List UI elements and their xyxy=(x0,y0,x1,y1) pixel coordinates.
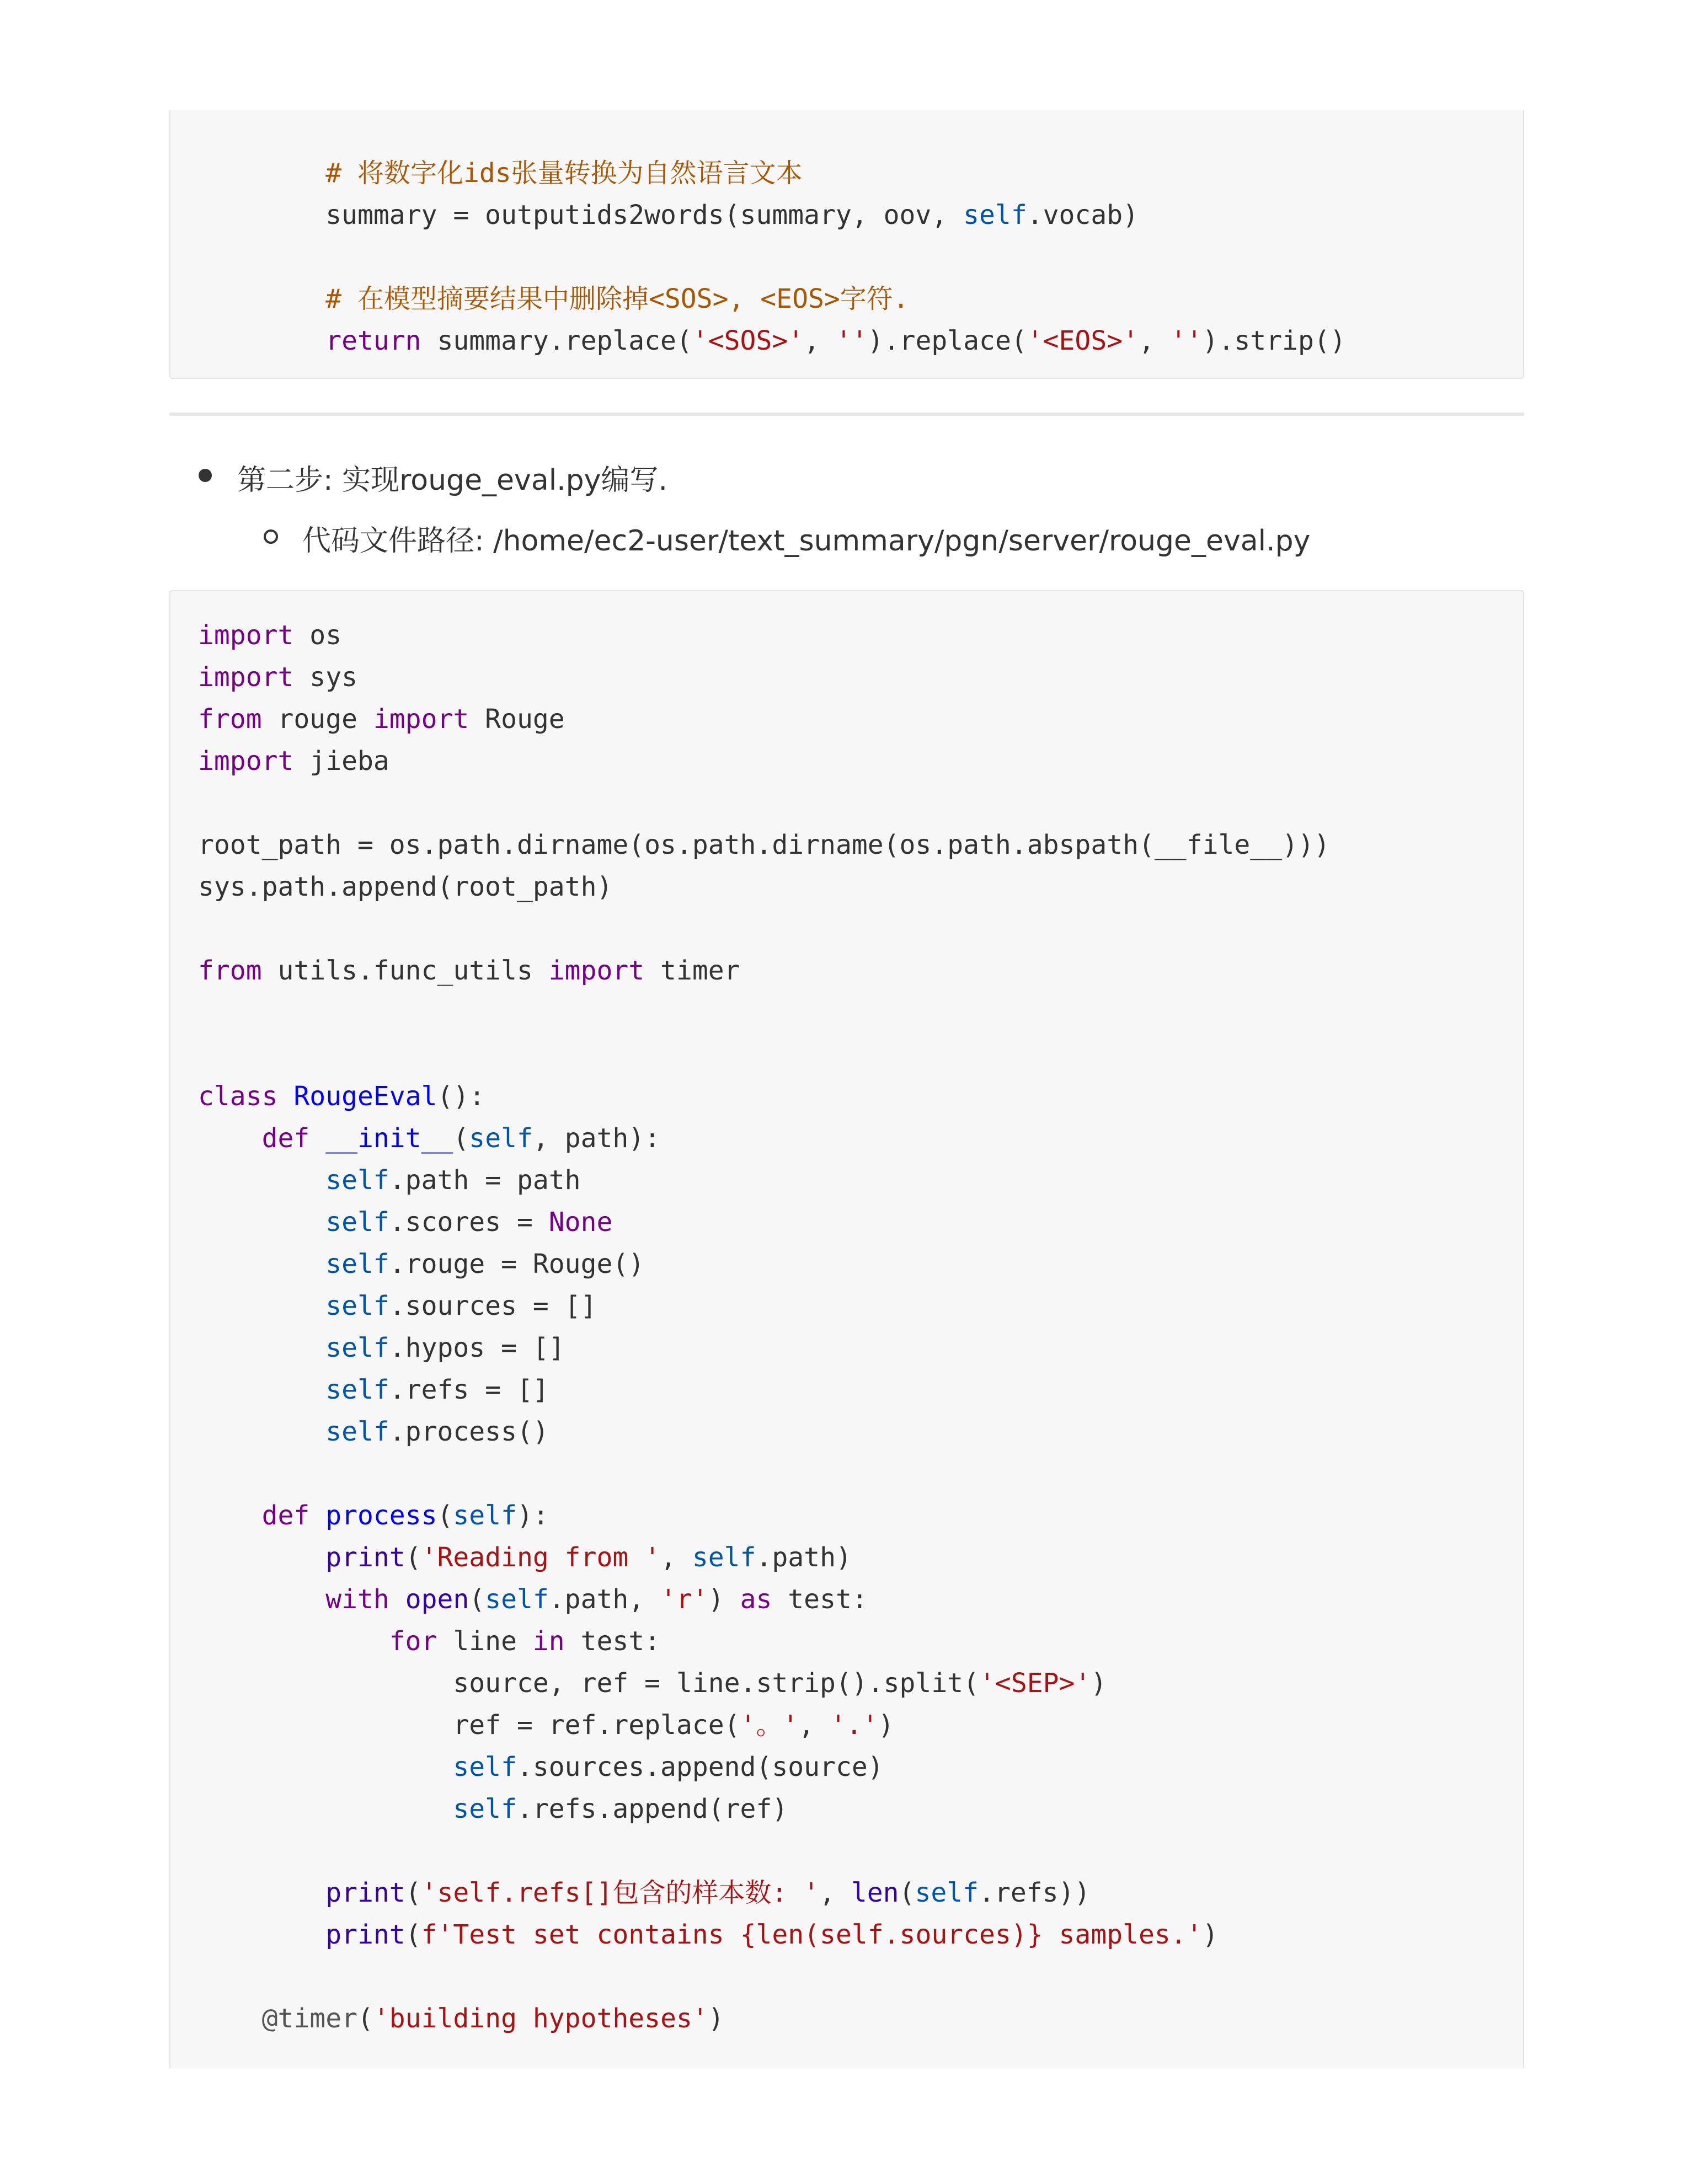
code-lines xyxy=(198,152,1501,362)
code-line xyxy=(198,1369,1501,1411)
code-token: .sources = [] xyxy=(389,1291,597,1321)
code-line xyxy=(198,866,1501,908)
code-token: '<SEP>' xyxy=(979,1668,1091,1699)
code-token xyxy=(198,1374,325,1405)
code-line xyxy=(198,1704,1501,1746)
code-token: __init__ xyxy=(325,1123,453,1154)
code-token: self xyxy=(915,1877,979,1908)
code-token: ).replace( xyxy=(867,325,1027,356)
code-token xyxy=(198,1919,325,1950)
code-token: ( xyxy=(469,1584,485,1615)
code-token: test: xyxy=(564,1626,661,1657)
code-token: import xyxy=(198,620,294,651)
code-token: '' xyxy=(835,325,868,356)
code-token: self xyxy=(453,1794,517,1824)
code-line xyxy=(198,1285,1501,1327)
code-token: .path, xyxy=(548,1584,661,1615)
code-token: from xyxy=(198,704,262,735)
code-token: , xyxy=(819,1877,851,1908)
code-token: ( xyxy=(357,2003,373,2034)
code-token: 'building hypotheses' xyxy=(373,2003,708,2034)
code-token xyxy=(198,1291,325,1321)
code-line xyxy=(198,1830,1501,1872)
code-token: self xyxy=(325,1291,389,1321)
code-token: .hypos = [] xyxy=(389,1332,565,1363)
code-line xyxy=(198,1117,1501,1159)
code-line xyxy=(198,1495,1501,1537)
code-token: self xyxy=(325,1374,389,1405)
code-token: '。' xyxy=(740,1710,799,1741)
code-token xyxy=(198,1332,325,1363)
code-token: self xyxy=(325,1416,389,1447)
code-token: @timer xyxy=(261,2003,357,2034)
code-line xyxy=(198,1914,1501,1956)
code-token: class xyxy=(198,1081,278,1112)
code-line xyxy=(198,236,1501,278)
code-token: RougeEval xyxy=(293,1081,437,1112)
code-token: .sources.append(source) xyxy=(516,1752,884,1782)
code-token: '.' xyxy=(830,1710,878,1741)
code-token xyxy=(198,1207,325,1238)
code-token xyxy=(389,1584,405,1615)
code-line xyxy=(198,1998,1501,2040)
code-token: 'r' xyxy=(660,1584,708,1615)
code-token: timer xyxy=(644,955,740,986)
code-token: summary.replace( xyxy=(421,325,692,356)
code-line xyxy=(198,824,1501,866)
code-token: ) xyxy=(708,1584,740,1615)
code-token xyxy=(198,325,325,356)
code-line xyxy=(198,1243,1501,1285)
code-token xyxy=(198,1794,453,1824)
code-token: '<EOS>' xyxy=(1027,325,1139,356)
code-token xyxy=(278,1081,294,1112)
code-line xyxy=(198,992,1501,1034)
code-token: None xyxy=(548,1207,613,1238)
code-token: ): xyxy=(517,1500,549,1531)
code-line xyxy=(198,1537,1501,1578)
code-token: Rouge xyxy=(469,704,565,735)
code-token: source, ref = line.strip().split( xyxy=(198,1668,980,1699)
code-token: .process() xyxy=(389,1416,549,1447)
code-token: .scores = xyxy=(389,1207,549,1238)
code-line xyxy=(198,1201,1501,1243)
code-token: import xyxy=(198,662,294,693)
code-token xyxy=(198,1249,325,1280)
code-line xyxy=(198,1662,1501,1704)
code-token: import xyxy=(373,704,469,735)
code-token: self xyxy=(692,1542,756,1573)
code-token: self xyxy=(453,1752,517,1782)
code-token: '' xyxy=(1170,325,1203,356)
code-token xyxy=(198,1165,325,1196)
code-line xyxy=(198,1327,1501,1369)
code-token xyxy=(198,1542,325,1573)
code-token: summary = outputids2words(summary, oov, xyxy=(198,200,964,231)
code-line xyxy=(198,1075,1501,1117)
code-token: with xyxy=(325,1584,389,1615)
code-token: line xyxy=(437,1626,533,1657)
code-token: .vocab) xyxy=(1027,200,1139,231)
bullet-disc-icon xyxy=(199,469,212,482)
code-token xyxy=(198,1752,453,1782)
code-token: as xyxy=(740,1584,772,1615)
code-line xyxy=(198,614,1501,656)
code-token: open xyxy=(405,1584,469,1615)
code-line xyxy=(198,1956,1501,1998)
code-token: ) xyxy=(1091,1668,1107,1699)
code-token: sys.path.append(root_path) xyxy=(198,871,613,902)
horizontal-rule xyxy=(169,413,1524,416)
code-token: ( xyxy=(899,1877,915,1908)
code-token: self xyxy=(469,1123,533,1154)
code-token: .refs = [] xyxy=(389,1374,549,1405)
code-token: f'Test set contains {len(self.sources)} samples.' xyxy=(421,1919,1203,1950)
code-token: jieba xyxy=(293,746,389,777)
code-token: for xyxy=(389,1626,437,1657)
code-token xyxy=(198,1416,325,1447)
code-token: utils.func_utils xyxy=(261,955,549,986)
code-token: self xyxy=(325,1249,389,1280)
code-token: ) xyxy=(878,1710,894,1741)
code-line xyxy=(198,1411,1501,1453)
code-token: , xyxy=(798,1710,831,1741)
code-block-rouge-eval xyxy=(169,590,1524,2068)
code-line xyxy=(198,950,1501,992)
code-token: def xyxy=(261,1123,310,1154)
code-token: self xyxy=(963,200,1027,231)
code-token: ( xyxy=(405,1919,421,1950)
code-token: .refs.append(ref) xyxy=(516,1794,788,1824)
code-token xyxy=(309,1123,325,1154)
code-token: ) xyxy=(1202,1919,1219,1950)
code-token xyxy=(198,158,325,189)
code-token xyxy=(198,2003,262,2034)
code-token: print xyxy=(325,1919,405,1950)
code-line xyxy=(198,320,1501,362)
code-line xyxy=(198,656,1501,698)
code-token: self xyxy=(453,1500,517,1531)
code-lines xyxy=(198,614,1501,2040)
code-token: import xyxy=(548,955,645,986)
code-line xyxy=(198,1620,1501,1662)
code-token: .path = path xyxy=(389,1165,581,1196)
code-token: ( xyxy=(453,1123,469,1154)
code-token: ref = ref.replace( xyxy=(198,1710,740,1741)
code-token: 'Reading from ' xyxy=(421,1542,661,1573)
code-line xyxy=(198,152,1501,194)
code-line xyxy=(198,1578,1501,1620)
code-line xyxy=(198,908,1501,950)
code-token: # 在模型摘要结果中删除掉<SOS>, <EOS>字符. xyxy=(325,283,909,314)
code-token: , path): xyxy=(532,1123,661,1154)
code-token: ).strip() xyxy=(1202,325,1346,356)
code-token: , xyxy=(660,1542,692,1573)
code-token: # 将数字化ids张量转换为自然语言文本 xyxy=(325,158,803,189)
code-token: , xyxy=(804,325,836,356)
code-token: test: xyxy=(772,1584,868,1615)
code-token: from xyxy=(198,955,262,986)
code-token: print xyxy=(325,1877,405,1908)
code-line xyxy=(198,1788,1501,1830)
code-line xyxy=(198,740,1501,782)
code-line xyxy=(198,194,1501,236)
code-token: len xyxy=(851,1877,899,1908)
code-token xyxy=(198,1584,325,1615)
code-token: 'self.refs[]包含的样本数: ' xyxy=(421,1877,820,1908)
step-two-text: 第二步: 实现rouge_eval.py编写. xyxy=(237,464,667,497)
bullet-circle-icon xyxy=(264,529,278,544)
code-token: ( xyxy=(437,1500,453,1531)
code-token: in xyxy=(532,1626,565,1657)
code-line xyxy=(198,1872,1501,1914)
code-token: process xyxy=(325,1500,437,1531)
code-line xyxy=(198,1746,1501,1788)
code-block-outputids xyxy=(169,110,1524,379)
code-token: sys xyxy=(293,662,357,693)
code-token xyxy=(198,283,325,314)
code-token: ( xyxy=(405,1877,421,1908)
code-token: def xyxy=(261,1500,310,1531)
code-token xyxy=(309,1500,325,1531)
code-line xyxy=(198,1034,1501,1075)
code-token: self xyxy=(325,1332,389,1363)
code-token xyxy=(198,1123,262,1154)
code-token: rouge xyxy=(261,704,373,735)
code-token xyxy=(198,1500,262,1531)
code-line xyxy=(198,698,1501,740)
code-line xyxy=(198,1453,1501,1495)
code-token: .rouge = Rouge() xyxy=(389,1249,645,1280)
code-token: return xyxy=(325,325,421,356)
code-line xyxy=(198,782,1501,824)
code-token: .refs)) xyxy=(979,1877,1091,1908)
code-token: , xyxy=(1139,325,1171,356)
file-path-text: 代码文件路径: /home/ec2-user/text_summary/pgn/server/rouge_eval.py xyxy=(302,524,1311,558)
code-token: root_path = os.path.dirname(os.path.dirname(os.path.abspath(__file__))) xyxy=(198,829,1330,860)
code-token xyxy=(198,1877,325,1908)
code-token: ) xyxy=(708,2003,724,2034)
code-line xyxy=(198,278,1501,320)
code-token: self xyxy=(325,1165,389,1196)
code-token: import xyxy=(198,746,294,777)
code-token: '<SOS>' xyxy=(692,325,804,356)
code-token: print xyxy=(325,1542,405,1573)
code-line xyxy=(198,1159,1501,1201)
code-token: (): xyxy=(437,1081,485,1112)
code-token: .path) xyxy=(756,1542,852,1573)
code-token: ( xyxy=(405,1542,421,1573)
code-token: self xyxy=(325,1207,389,1238)
code-token: os xyxy=(293,620,342,651)
code-token: self xyxy=(485,1584,549,1615)
code-token xyxy=(198,1626,389,1657)
